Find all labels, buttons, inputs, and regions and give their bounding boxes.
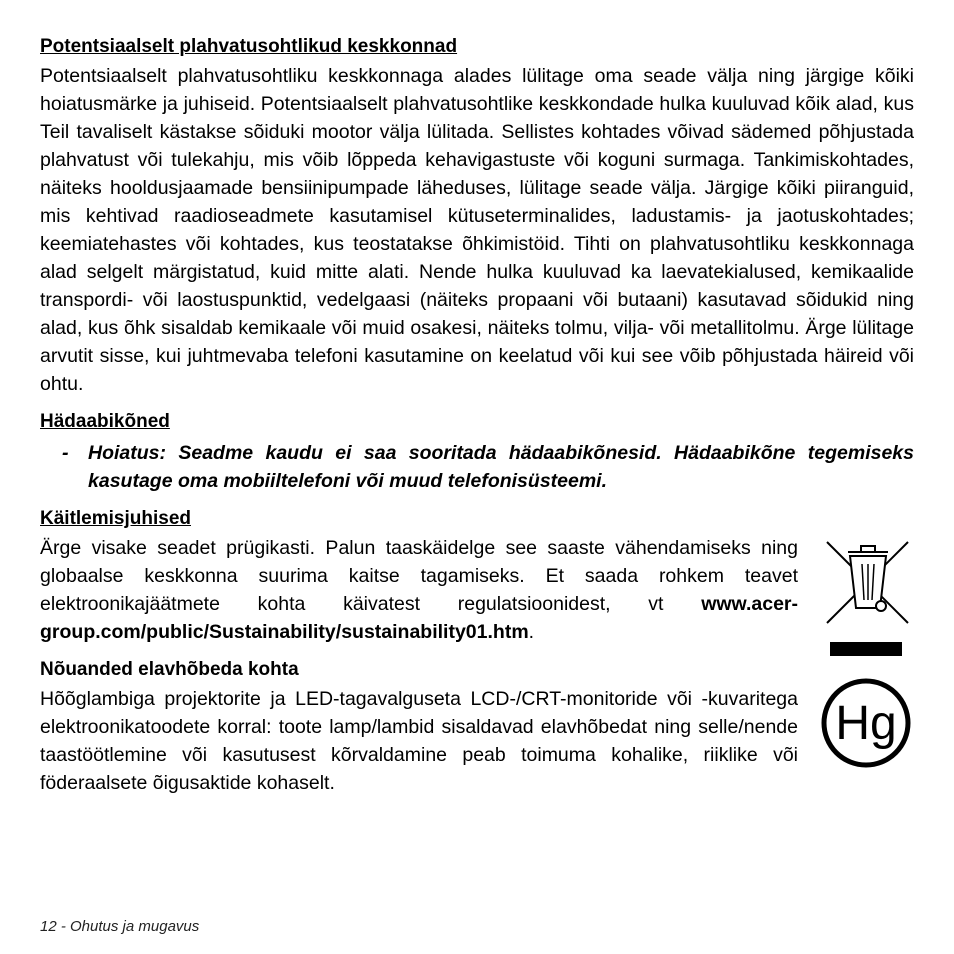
emergency-warning <box>40 439 914 495</box>
section-heading-mercury: Nõuanded elavhõbeda kohta <box>40 659 299 680</box>
paragraph-explosive: Potentsiaalselt plahvatusohtliku keskkonnaga alades lülitage oma seade välja ning järgige kõiki hoiatusmärke ja juhiseid. Potentsiaalselt plahvatusohtlike keskkondade hulka kuuluvad kõik alad, kus Teil tavaliselt kästakse sõiduki mootor välja lülitada. Sellistes kohtades võivad sädemed põhjustada plahvatust või tulekahju, mis võib lõppeda kehavigastuste või koguni surmaga. Tankimiskohtades, näiteks hooldusjaamade bensiinipumpade läheduses, lülitage seade välja. Järgige kõiki piiranguid, mis kehtivad raadioseadmete kasutamisel kütuseterminalides, ladustamis- ja jaotuskohtades; keemiatehastes või kohtades, kus teostatakse õhkimistöid. Tihti on plahvatusohtliku keskkonnaga alad selgelt märgistatud, kuid mitte alati. Nende hulka kuuluvad ka laevatekialused, kemikaalide transpordi- või laostuspunktid, vedelgaasi (näiteks propaani või butaani) kasutavad sõidukid ning alad, kus õhk sisaldab kemikaale või muid osakesi, näiteks tolmu, vilja- või metallitolmu. Ärge lülitage arvutit sisse, kui juhtmevaba telefoni kasutamine on keelatud või kui see võib põhjustada häireid või ohtu. <box>40 65 914 395</box>
weee-crossed-bin-icon <box>824 540 914 660</box>
page-content <box>40 34 914 797</box>
mercury-block <box>40 683 914 797</box>
section-heading-disposal: Käitlemisjuhised <box>40 508 191 529</box>
disposal-block <box>40 532 914 646</box>
warning-text: Hoiatus: Seadme kaudu ei saa sooritada hädaabikõnesid. Hädaabikõne tegemiseks kasutage oma mobiiltelefoni või muud telefonisüsteemi. <box>88 442 914 492</box>
url-suffix: . <box>528 621 535 643</box>
hg-symbol-text: Hg <box>835 697 897 750</box>
paragraph-disposal <box>40 534 798 646</box>
disposal-text: Ärge visake seadet prügikasti. Palun taaskäidelge see saaste vähendamiseks ning globaalse keskkonna suurima kaitse tagamiseks. Et saada rohkem teavet elektroonikajäätmete kohta käivatest regulatsioonidest, vt <box>40 537 798 615</box>
sustainability-link[interactable]: www.acer-group.com/public/Sustainability/sustainability01.htm <box>40 593 799 643</box>
paragraph-mercury: Hõõglambiga projektorite ja LED-tagavalguseta LCD-/CRT-monitoride või -kuvaritega elektroonikatoodete korral: toote lamp/lambid sisaldavad elavhõbedat ning selle/nende taastöötlemine või kasutusest kõrvaldamine peab toimuma kohalike, riiklike või föderaalsete õigusaktide kohaselt. <box>40 688 798 794</box>
mercury-hg-icon <box>820 677 912 769</box>
page-footer: 12 - Ohutus ja mugavus <box>40 918 200 935</box>
section-heading-explosive: Potentsiaalselt plahvatusohtlikud keskkonnad <box>40 36 458 57</box>
section-heading-emergency: Hädaabikõned <box>40 411 170 432</box>
warning-dash: - <box>62 442 69 464</box>
